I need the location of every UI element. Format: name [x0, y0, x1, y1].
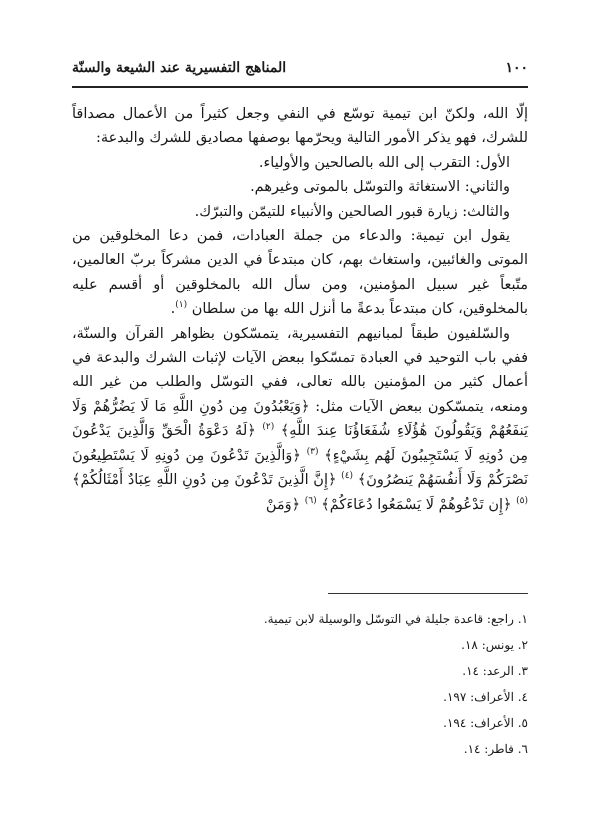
- quran-verse: ﴿لَهُ دَعْوَةُ الْحَقِّ وَالَّذِينَ يَدْعُونَ مِن دُونِهِ لَا يَسْتَجِيبُونَ لَهُم بِشَيْءٍ﴾: [72, 423, 529, 464]
- header-rule: [72, 86, 528, 88]
- page-number: ١٠٠: [505, 60, 528, 76]
- footnotes-list: [72, 606, 528, 762]
- footnote-item: ٤. الأعراف: ١٩٧.: [443, 690, 528, 704]
- paragraph-verses: [72, 322, 528, 517]
- quote-text: يقول ابن تيمية: والدعاء من جملة العبادات، فمن دعا المخلوقين من الموتى والغائبين، واستغاث بهم، كان مبتدعاً في الدين مشركاً بربّ العالمين، متّبعاً غير سبيل المؤمنين، ومن سأل الله بالمخلوقين أو أقسم عليه بالمخلوقين، كان مبتدعاً بدعةً ما أنزل الله بها من سلطان: [72, 228, 528, 318]
- main-text: [72, 102, 528, 517]
- footnote-item: ٣. الرعد: ١٤.: [462, 664, 528, 678]
- footnote-item: ٢. يونس: ١٨.: [461, 638, 528, 652]
- quran-verse: ﴿إِن تَدْعُوهُمْ لَا يَسْمَعُوا دُعَاءَكُمْ﴾: [321, 496, 512, 513]
- footnote-separator: [328, 593, 528, 594]
- list-item-second: والثاني: الاستغاثة والتوسّل بالموتى وغيرهم.: [250, 179, 510, 196]
- footnote-ref: (١): [175, 300, 188, 311]
- footnote-ref: (٣): [306, 446, 319, 457]
- list-item-third: والثالث: زيارة قبور الصالحين والأنبياء للتيمّن والتبرّك.: [194, 203, 510, 220]
- quran-verse: ﴿وَالَّذِينَ تَدْعُونَ مِن دُونِهِ لَا يَسْتَطِيعُونَ نَصْرَكُمْ وَلَا أَنفُسَهُمْ يَنصُرُونَ﴾: [72, 447, 529, 489]
- footnote-ref: (٥): [516, 495, 528, 506]
- paragraph-intro: إلّا الله، ولكنّ ابن تيمية توسّع في النفي وجعل كثيراً من الأعمال مصداقاً للشرك، فهو يذكر الأمور التالية ويحرّمها بوصفها مصاديق للشرك والبدعة:: [72, 106, 528, 147]
- running-title: المناهج التفسيرية عند الشيعة والسنّة: [72, 60, 287, 76]
- quran-verse: ﴿إِنَّ الَّذِينَ تَدْعُونَ مِن دُونِ اللَّهِ عِبَادٌ أَمْثَالُكُمْ﴾: [72, 472, 337, 489]
- footnote-item: ٦. فاطر: ١٤.: [463, 742, 528, 756]
- footnote-item: ٥. الأعراف: ١٩٤.: [443, 716, 528, 730]
- paragraph-quote: يقول ابن تيمية: والدعاء من جملة العبادات، فمن دعا المخلوقين من الموتى والغائبين، واستغاث بهم، كان مبتدعاً في الدين مشركاً بربّ العالمين، متّبعاً غير سبيل المؤمنين، ومن سأل الله بالمخلوقين أو أقسم عليه بالمخلوقين، كان مبتدعاً بدعةً ما أنزل الله بها من سلطان $^{(١)}$.: [72, 228, 528, 318]
- footnote-item: ١. راجع: قاعدة جليلة في التوسّل والوسيلة لابن تيمية.: [263, 612, 528, 626]
- quran-verse: ﴿وَمَنْ: [265, 496, 301, 513]
- footnote-ref: (٤): [341, 471, 354, 482]
- verses-intro: والسّلفيون طبقاً لمبانيهم التفسيرية، يتمسّكون بظواهر القرآن والسنّة، ففي باب التوحيد في العبادة تمسّكوا ببعض الآيات لإثبات الشرك والبدعة في أعمال كثير من المؤمنين بالله تعالى، ففي التوسّل والطلب من غير الله ومنعه، يتمسّكون ببعض الآيات مثل:: [72, 325, 529, 415]
- list-item-first: الأول: التقرب إلى الله بالصالحين والأولياء.: [258, 154, 510, 171]
- footnote-ref: (٦): [304, 495, 317, 506]
- running-header: [72, 60, 528, 84]
- quran-verse: ﴿وَيَعْبُدُونَ مِن دُونِ اللَّهِ مَا لَا يَضُرُّهُمْ وَلَا يَنفَعُهُمْ وَيَقُولُونَ هَٰؤُلَاءِ شُفَعَاؤُنَا عِندَ اللَّهِ﴾: [72, 398, 528, 440]
- footnote-ref: (٢): [262, 422, 275, 433]
